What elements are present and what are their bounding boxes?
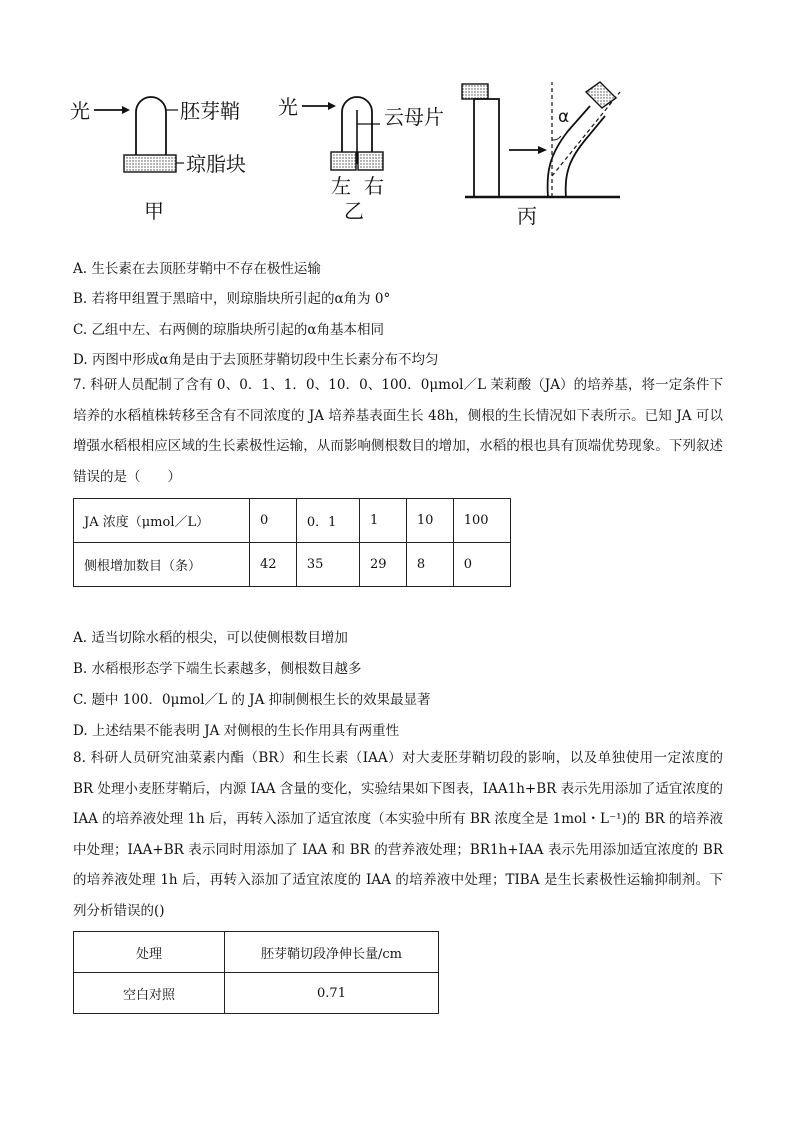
- bing-agar-block: [462, 84, 488, 99]
- jia-light-label: 光: [70, 99, 90, 123]
- bing-tilted-agar: [586, 82, 616, 108]
- yi-left-label: 左: [331, 174, 351, 198]
- q8-table: [73, 931, 439, 1014]
- q8-stem: 8. 科研人员研究油菜素内酯（BR）和生长素（IAA）对大麦胚芽鞘切段的影响，以及单独使用一定浓度的 BR 处理小麦胚芽鞘后，内源 IAA 含量的变化，实验结果如下图表，IAA1h+BR 表示先用添加了适宜浓度的 IAA 的培养液处理 1h 后，再转入添加了适宜浓度（本实验中所有 BR 浓度全是 1mol・L⁻¹)的 BR 的培养液中处理；IAA+BR 表示同时用添加了 IAA 和 BR 的营养液处理；BR1h+IAA 表示先用添加适宜浓度的 BR 的培养液处理 1h 后，再转入添加了适宜浓度的 IAA 的培养液中处理；TIBA 是生长素极性运输抑制剂。下列分析错误的(): [73, 750, 723, 919]
- yi-mica-label: 云母片: [384, 105, 444, 129]
- q7-option-a: A. 适当切除水稻的根尖，可以使侧根数目增加: [73, 630, 348, 646]
- q7-option-c: C. 题中 100．0μmol／L 的 JA 抑制侧根生长的效果最显著: [73, 692, 431, 708]
- q6-option-d: D. 丙图中形成α角是由于去顶胚芽鞘切段中生长素分布不均匀: [73, 352, 439, 368]
- q7-table: [73, 498, 511, 587]
- yi-caption: 乙: [344, 199, 364, 223]
- jia-agar-block: [124, 155, 176, 172]
- table-row: JA 浓度（μmol／L） 0 0．1 1 10 100: [74, 499, 511, 543]
- q6-option-b: B. 若将甲组置于黑暗中，则琼脂块所引起的α角为 0°: [73, 291, 391, 307]
- yi-agar-left: [331, 152, 356, 170]
- experiment-figure: [60, 76, 640, 236]
- q7-option-b: B. 水稻根形态学下端生长素越多，侧根数目越多: [73, 661, 362, 677]
- bing-angle-reference: [552, 92, 620, 176]
- yi-right-label: 右: [364, 174, 384, 198]
- table-row: 空白对照 0.71: [74, 973, 439, 1014]
- bing-alpha-label: α: [558, 107, 570, 127]
- yi-light-label: 光: [278, 95, 298, 119]
- yi-agar-right: [358, 152, 383, 170]
- jia-agar-label: 琼脂块: [186, 152, 246, 176]
- jia-coleoptile-label: 胚芽鞘: [180, 99, 240, 123]
- jia-coleoptile: [136, 97, 166, 156]
- q7-stem: 7. 科研人员配制了含有 0、0．1、1．0、10．0、100．0μmol／L 茉莉酸（JA）的培养基，将一定条件下培养的水稻植株转移至含有不同浓度的 JA 培养基表面生长 48h，侧根的生长情况如下表所示。已知 JA 可以增强水稻根相应区域的生长素极性运输，从而影响侧根数目的增加，水稻的根也具有顶端优势现象。下列叙述错误的是（ ）: [73, 377, 723, 485]
- table-header-row: 处理 胚芽鞘切段净伸长量/cm: [74, 932, 439, 973]
- q6-option-a: A. 生长素在去顶胚芽鞘中不存在极性运输: [73, 261, 321, 277]
- bing-coleoptile-upright: [474, 99, 499, 197]
- bing-caption: 丙: [517, 204, 537, 228]
- jia-caption: 甲: [144, 199, 164, 223]
- q6-option-c: C. 乙组中左、右两侧的琼脂块所引起的α角基本相同: [73, 322, 385, 338]
- q7-option-d: D. 上述结果不能表明 JA 对侧根的生长作用具有两重性: [73, 723, 400, 739]
- table-row: 侧根增加数目（条） 42 35 29 8 0: [74, 543, 511, 587]
